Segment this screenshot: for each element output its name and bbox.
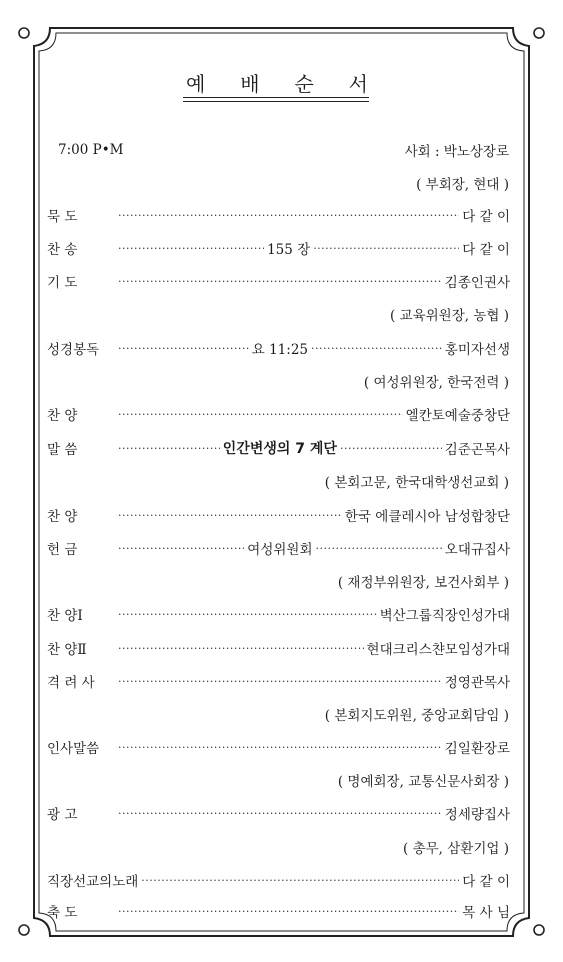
title-char: 순 — [294, 72, 314, 96]
leader-dots — [118, 608, 377, 621]
row-label — [47, 803, 115, 823]
leader-dots — [118, 275, 442, 288]
program-row — [47, 203, 510, 227]
page-title — [186, 72, 368, 96]
row-performer: 정영관목사 — [444, 675, 510, 691]
row-performer: 다 같 이 — [462, 209, 510, 225]
leader-dots — [118, 741, 442, 754]
label-text: 묵 도 — [47, 209, 78, 225]
row-label — [47, 505, 115, 525]
label-text: 헌 금 — [47, 542, 78, 558]
title-char: 서 — [348, 72, 368, 96]
row-note: ( 여성위원장, 한국전력 ) — [363, 375, 509, 391]
title-underline — [183, 97, 369, 98]
leader-dots — [118, 242, 264, 255]
label-text: 찬 양Ⅰ — [47, 608, 83, 624]
label-text: 말 씀 — [47, 442, 78, 458]
title-underline-second — [183, 101, 369, 102]
leader-dots — [118, 807, 442, 820]
row-label — [47, 538, 115, 558]
presider: 사회 : 박노상장로 — [404, 144, 509, 160]
row-performer: 엘칸토예술중창단 — [405, 408, 510, 424]
program-row — [47, 269, 510, 293]
leader-dots — [118, 342, 249, 355]
row-label — [47, 338, 115, 358]
row-note: ( 교육위원장, 농협 ) — [390, 308, 509, 324]
row-label — [47, 671, 115, 691]
label-text: 직장선교의노래 — [47, 874, 139, 890]
program-row — [47, 336, 510, 360]
program-row — [47, 236, 510, 260]
sermon-title: 인간변생의 7 계단 — [222, 441, 337, 457]
row-label — [47, 901, 115, 921]
program-row — [47, 669, 510, 693]
leader-dots — [118, 408, 403, 421]
label-text: 광 고 — [47, 807, 78, 823]
leader-dots — [118, 542, 244, 555]
row-label — [47, 737, 115, 757]
label-text: 찬 양 — [47, 408, 78, 424]
leader-dots — [118, 905, 459, 918]
row-label — [47, 238, 115, 258]
row-performer: 김종인권사 — [444, 275, 510, 291]
row-note: ( 총무, 삼환기업 ) — [403, 841, 509, 857]
row-performer: 홍미자선생 — [444, 342, 510, 358]
row-note: ( 재정부위원장, 보건사회부 ) — [337, 575, 509, 591]
leader-dots — [118, 509, 342, 522]
row-performer: 한국 에클레시아 남성합창단 — [344, 509, 510, 525]
row-performer: 김일환장로 — [444, 741, 510, 757]
row-note: ( 본회지도위원, 중앙교회담임 ) — [324, 708, 509, 724]
row-note: ( 본회고문, 한국대학생선교회 ) — [324, 475, 509, 491]
program-row — [47, 536, 510, 560]
leader-dots — [118, 675, 442, 688]
program-row — [47, 402, 510, 426]
label-text: 찬 양Ⅱ — [47, 642, 87, 658]
row-label — [47, 205, 115, 225]
leader-dots — [340, 442, 442, 455]
presider-note: ( 부회장, 현대 ) — [416, 177, 509, 193]
program-row — [47, 735, 510, 759]
row-performer: 현대크리스챤모임성가대 — [366, 642, 510, 658]
leader-dots — [313, 242, 459, 255]
row-label — [47, 604, 115, 624]
title-char: 배 — [240, 72, 260, 96]
service-time: 7:00 P•M — [58, 142, 124, 158]
row-detail: 여성위원회 — [247, 542, 313, 558]
leader-dots — [118, 642, 364, 655]
row-label — [47, 870, 138, 890]
leader-dots — [311, 342, 442, 355]
row-detail: 155 장 — [267, 242, 311, 258]
label-text: 찬 송 — [47, 242, 78, 258]
label-text: 축 도 — [47, 905, 78, 921]
program-row — [47, 636, 510, 660]
leader-dots — [141, 874, 459, 887]
program-row — [47, 868, 510, 892]
label-text: 격 려 사 — [47, 675, 95, 691]
row-performer: 다 같 이 — [462, 874, 510, 890]
program-row — [47, 436, 510, 460]
program-row — [47, 602, 510, 626]
program-row — [47, 801, 510, 825]
leader-dots — [118, 209, 459, 222]
row-performer: 정세량집사 — [444, 807, 510, 823]
row-performer: 오대규집사 — [444, 542, 510, 558]
row-performer: 목 사 님 — [462, 905, 510, 921]
row-performer: 다 같 이 — [462, 242, 510, 258]
label-text: 찬 양 — [47, 509, 78, 525]
program-row — [47, 899, 510, 923]
label-text: 성경봉독 — [47, 342, 100, 358]
label-text: 인사말씀 — [47, 741, 100, 757]
title-char: 예 — [186, 72, 206, 96]
leader-dots — [118, 442, 220, 455]
row-detail: 요 11:25 — [251, 342, 309, 358]
row-note: ( 명예회장, 교통신문사회장 ) — [337, 774, 509, 790]
leader-dots — [316, 542, 442, 555]
label-text: 기 도 — [47, 275, 78, 291]
row-label — [47, 438, 115, 458]
row-performer: 벽산그룹직장인성가대 — [379, 608, 510, 624]
row-label — [47, 404, 115, 424]
row-label — [47, 638, 115, 658]
row-label — [47, 271, 115, 291]
row-performer: 김준곤목사 — [444, 442, 510, 458]
program-row — [47, 503, 510, 527]
